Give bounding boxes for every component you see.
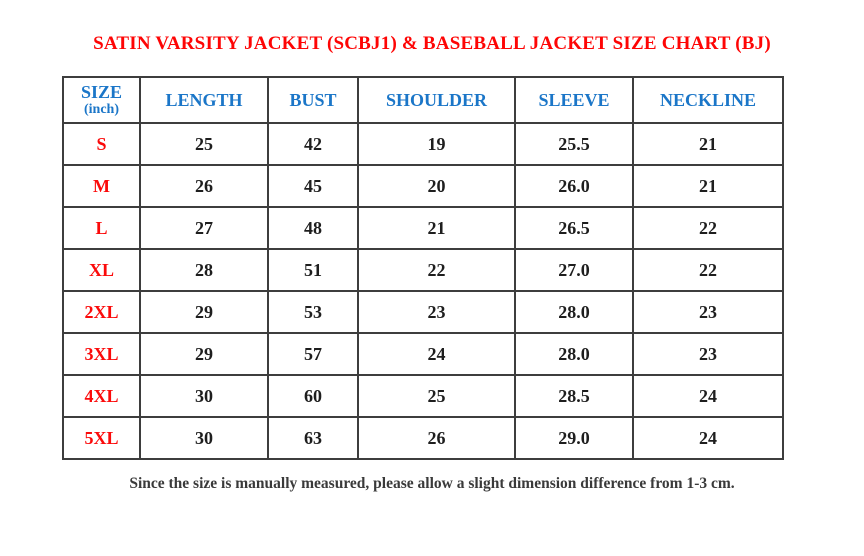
length-cell: 30 [140, 417, 268, 459]
length-cell: 27 [140, 207, 268, 249]
shoulder-cell: 26 [358, 417, 515, 459]
sleeve-cell: 28.0 [515, 333, 633, 375]
header-cell-length: LENGTH [140, 77, 268, 123]
sleeve-cell: 29.0 [515, 417, 633, 459]
bust-cell: 42 [268, 123, 358, 165]
header-cell-size [63, 77, 140, 123]
size-cell: L [63, 207, 140, 249]
shoulder-cell: 20 [358, 165, 515, 207]
table-row [63, 375, 783, 417]
size-cell: M [63, 165, 140, 207]
size-cell: 3XL [63, 333, 140, 375]
neckline-cell: 21 [633, 165, 783, 207]
table-header-row [63, 77, 783, 123]
shoulder-cell: 19 [358, 123, 515, 165]
table-row [63, 165, 783, 207]
neckline-cell: 21 [633, 123, 783, 165]
header-size-unit: (inch) [84, 101, 119, 117]
neckline-cell: 24 [633, 417, 783, 459]
neckline-cell: 24 [633, 375, 783, 417]
bust-cell: 60 [268, 375, 358, 417]
bust-cell: 51 [268, 249, 358, 291]
table-row [63, 123, 783, 165]
sleeve-cell: 26.5 [515, 207, 633, 249]
table-row [63, 207, 783, 249]
table-row [63, 291, 783, 333]
sleeve-cell: 25.5 [515, 123, 633, 165]
header-cell-bust: BUST [268, 77, 358, 123]
page-title: SATIN VARSITY JACKET (SCBJ1) & BASEBALL JACKET SIZE CHART (BJ) [93, 33, 771, 54]
bust-cell: 57 [268, 333, 358, 375]
table-row [63, 333, 783, 375]
shoulder-cell: 25 [358, 375, 515, 417]
bust-cell: 45 [268, 165, 358, 207]
header-cell-sleeve: SLEEVE [515, 77, 633, 123]
neckline-cell: 22 [633, 207, 783, 249]
neckline-cell: 23 [633, 333, 783, 375]
measurement-disclaimer: Since the size is manually measured, please allow a slight dimension difference from 1-3 cm. [129, 475, 735, 492]
length-cell: 25 [140, 123, 268, 165]
length-cell: 28 [140, 249, 268, 291]
bust-cell: 48 [268, 207, 358, 249]
table-row [63, 417, 783, 459]
bust-cell: 63 [268, 417, 358, 459]
length-cell: 29 [140, 333, 268, 375]
length-cell: 29 [140, 291, 268, 333]
size-cell: 5XL [63, 417, 140, 459]
table-row [63, 249, 783, 291]
bust-cell: 53 [268, 291, 358, 333]
size-cell: S [63, 123, 140, 165]
sleeve-cell: 28.5 [515, 375, 633, 417]
header-cell-shoulder: SHOULDER [358, 77, 515, 123]
size-chart-table [62, 76, 784, 460]
size-cell: XL [63, 249, 140, 291]
length-cell: 26 [140, 165, 268, 207]
header-size-label: SIZE [80, 81, 123, 102]
shoulder-cell: 23 [358, 291, 515, 333]
neckline-cell: 22 [633, 249, 783, 291]
size-cell: 2XL [63, 291, 140, 333]
length-cell: 30 [140, 375, 268, 417]
sleeve-cell: 27.0 [515, 249, 633, 291]
shoulder-cell: 21 [358, 207, 515, 249]
size-cell: 4XL [63, 375, 140, 417]
sleeve-cell: 28.0 [515, 291, 633, 333]
neckline-cell: 23 [633, 291, 783, 333]
shoulder-cell: 22 [358, 249, 515, 291]
shoulder-cell: 24 [358, 333, 515, 375]
header-cell-neckline: NECKLINE [633, 77, 783, 123]
sleeve-cell: 26.0 [515, 165, 633, 207]
